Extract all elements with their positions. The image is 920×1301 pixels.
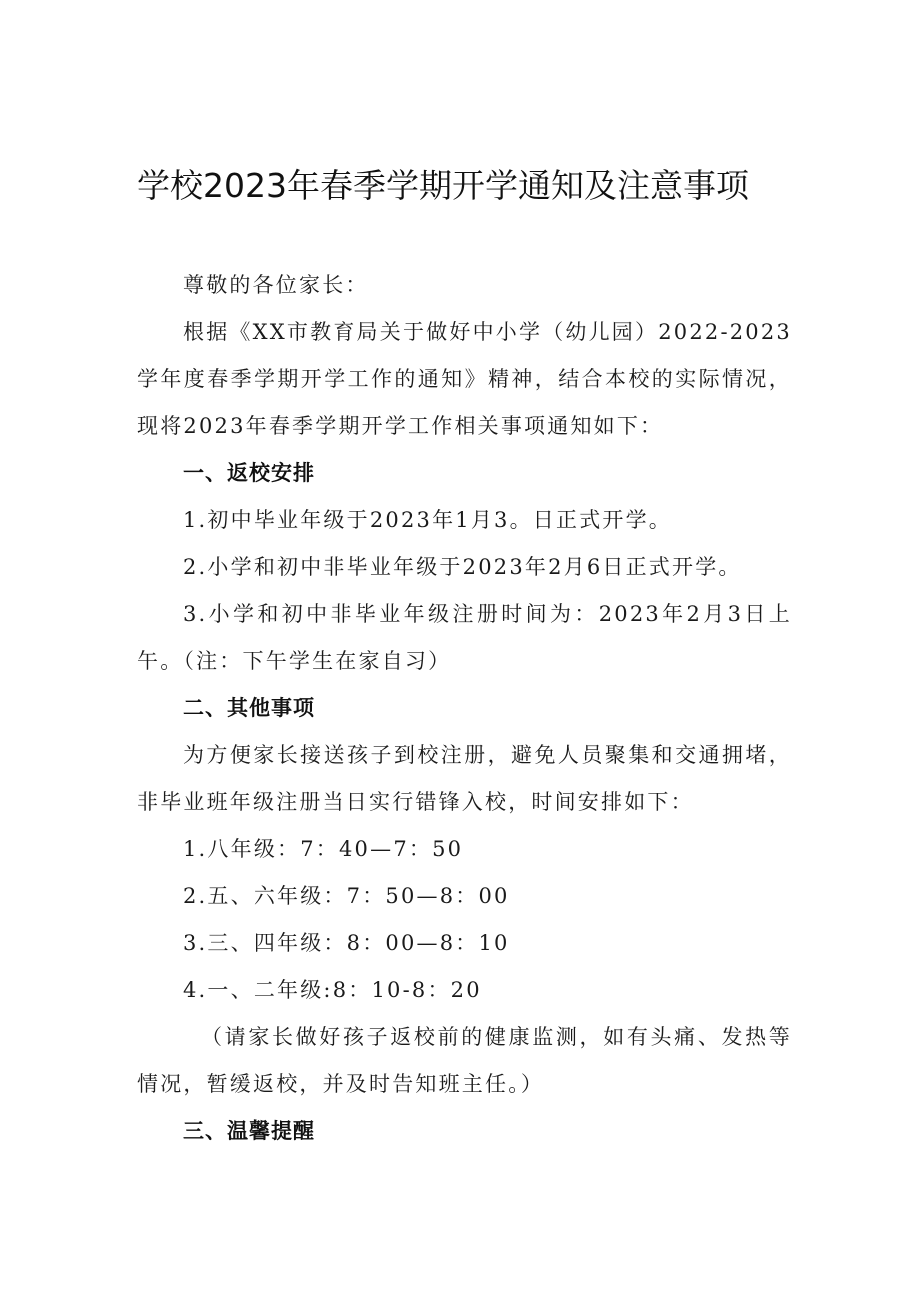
greeting: 尊敬的各位家长： [183, 273, 369, 297]
list-item: 1.八年级：7：40—7：50 [183, 837, 464, 861]
list-item: 1.初中毕业年级于2023年1月3。日正式开学。 [183, 508, 672, 532]
list-item: 3.小学和初中非毕业年级注册时间为：2023年2月3日上午。（注：下午学生在家自习） [137, 602, 792, 673]
document-title: 学校2023年春季学期开学通知及注意事项 [137, 166, 749, 205]
section-heading-reminder: 三、温馨提醒 [183, 1119, 315, 1143]
list-item: 4.一、二年级:8：10-8：20 [183, 978, 482, 1002]
document-body [137, 262, 792, 1155]
section-heading-other: 二、其他事项 [183, 696, 315, 720]
section-intro: 为方便家长接送孩子到校注册，避免人员聚集和交通拥堵，非毕业班年级注册当日实行错锋入校，时间安排如下： [137, 743, 792, 814]
section-heading-return: 一、返校安排 [183, 461, 315, 485]
health-note: （请家长做好孩子返校前的健康监测，如有头痛、发热等情况，暂缓返校，并及时告知班主任。） [137, 1025, 792, 1096]
list-item: 2.五、六年级：7：50—8：00 [183, 884, 510, 908]
list-item: 2.小学和初中非毕业年级于2023年2月6日正式开学。 [183, 555, 742, 579]
list-item: 3.三、四年级：8：00—8：10 [183, 931, 510, 955]
intro-paragraph: 根据《XX市教育局关于做好中小学（幼儿园）2022-2023学年度春季学期开学工作的通知》精神，结合本校的实际情况，现将2023年春季学期开学工作相关事项通知如下： [137, 320, 792, 438]
